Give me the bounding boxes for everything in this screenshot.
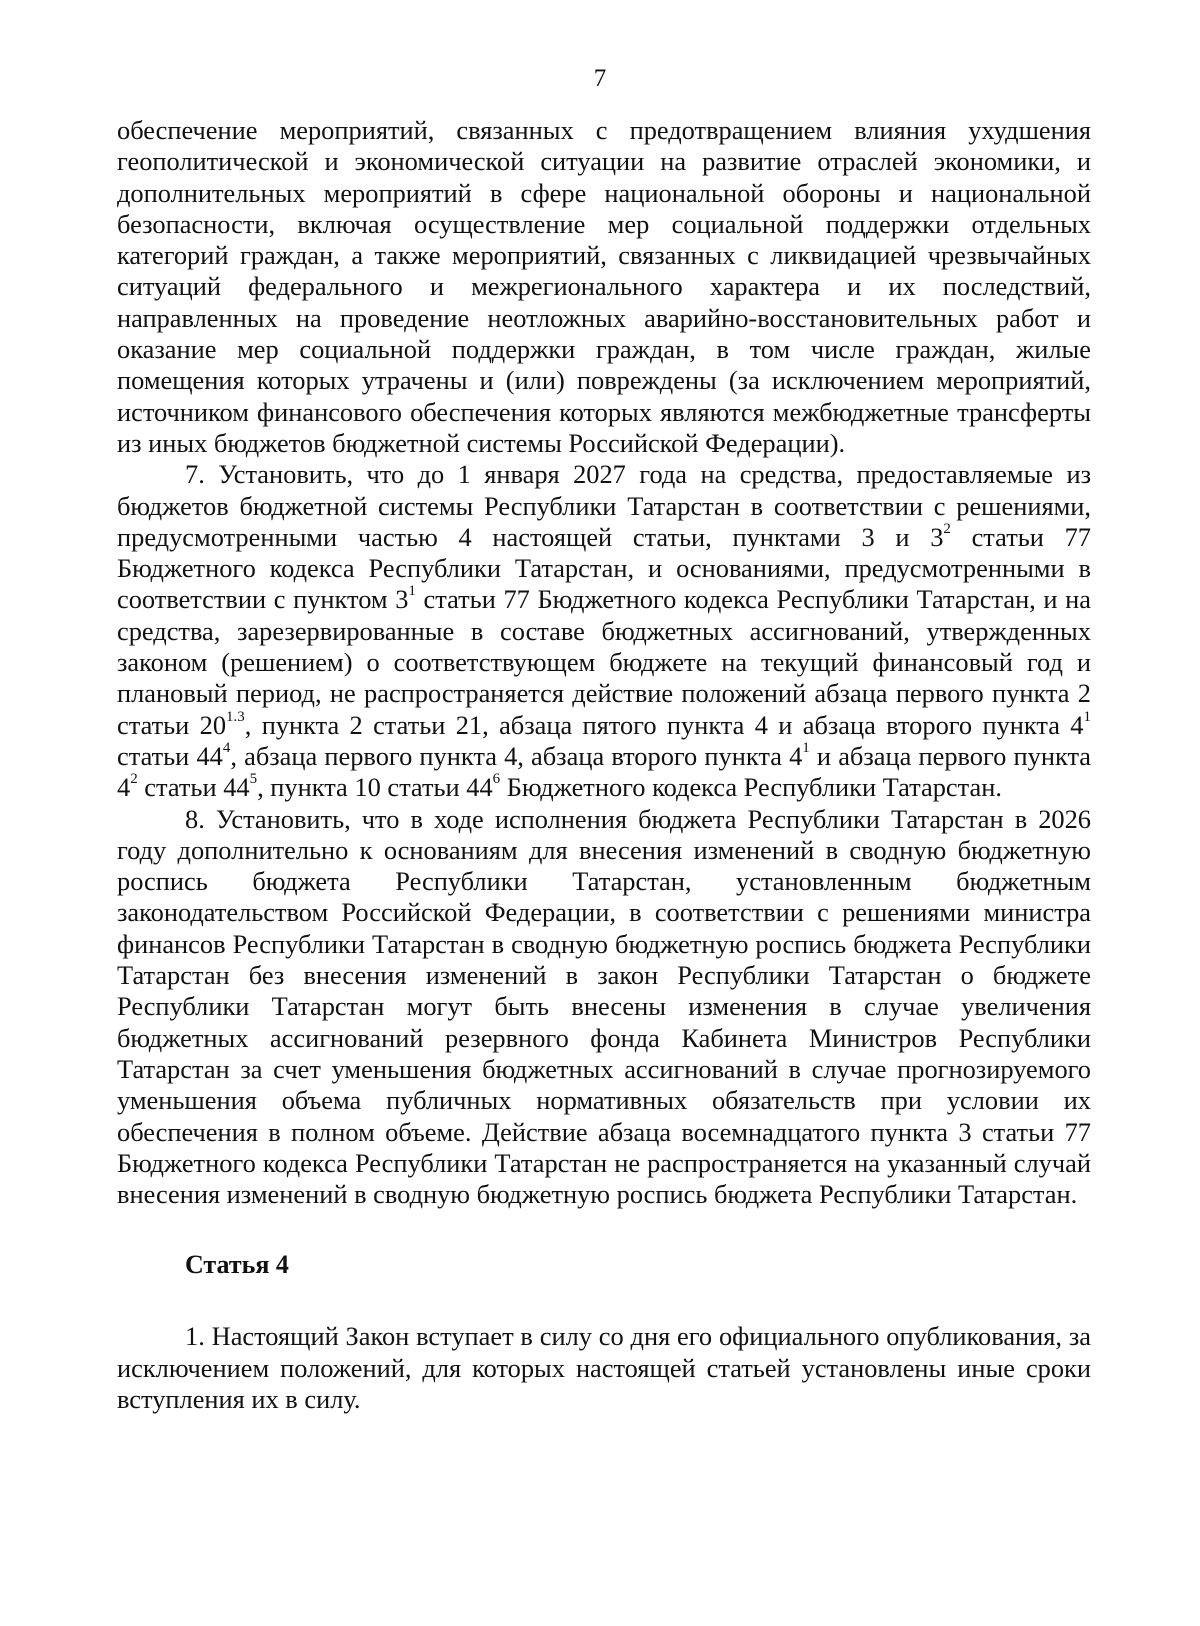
page-number: 7 — [593, 65, 607, 92]
text-run: статьи 44 — [117, 740, 223, 771]
superscript: 1 — [802, 739, 810, 756]
superscript: 2 — [130, 771, 138, 788]
text-run: статьи 44 — [137, 772, 250, 803]
superscript: 6 — [492, 771, 501, 788]
text-run: статьи 77 Бюджетного кодекса Республики Татарстан, и основаниями, предусмотренными в соответствии с пунктом 3 — [117, 521, 1091, 615]
superscript: 5 — [249, 771, 258, 788]
text-run: , пункта 2 статьи 21, абзаца пятого пункта 4 и абзаца второго пункта 4 — [244, 709, 1084, 740]
text-run: 7. Установить, что до 1 января 2027 года на средства, предоставляемые из бюджетов бюджетной системы Республики Татарстан в соответствии с решениями, предусмотренными частью 4 настоящей статьи, пунктами 3 и 3 — [117, 459, 1091, 552]
superscript: 1 — [408, 583, 416, 600]
paragraph-item-8: 8. Установить, что в ходе исполнения бюджета Республики Татарстан в 2026 году дополнительно к основаниям для внесения изменений в сводную бюджетную роспись бюджета Республики Татарстан, установленным бюджетным законодательством Российской Федерации, в соответствии с решениями министра финансов Республики Татарстан в сводную бюджетную роспись бюджета Республики Татарстан без внесения изменений в закон Республики Татарстан о бюджете Республики Татарстан могут быть внесены изменения в случае увеличения бюджетных ассигнований резервного фонда Кабинета Министров Республики Татарстан за счет уменьшения бюджетных ассигнований в случае прогнозируемого уменьшения объема публичных нормативных обязательств при условии их обеспечения в полном объеме. Действие абзаца восемнадцатого пункта 3 статьи 77 Бюджетного кодекса Республики Татарстан не распространяется на указанный случай внесения изменений в сводную бюджетную роспись бюджета Республики Татарстан. — [117, 803, 1091, 1210]
superscript: 1.3 — [226, 708, 245, 725]
text-run: статьи 77 Бюджетного кодекса Республики Татарстан, и на средства, зарезервированные в составе бюджетных ассигнований, утвержденных законом (решением) о соответствующем бюджете на текущий финансовый год и плановый период, не распространяется действие положений абзаца первого пункта 2 статьи 20 — [117, 584, 1092, 740]
text-run: и абзаца первого пункта 4 — [117, 740, 1092, 803]
paragraph-continuation: обеспечение мероприятий, связанных с предотвращением влияния ухудшения геополитической и экономической ситуации на развитие отраслей экономики, и дополнительных мероприятий в сфере национальной обороны и национальной безопасности, включая осуществление мер социальной поддержки отдельных категорий граждан, а также мероприятий, связанных с ликвидацией чрезвычайных ситуаций федерального и межрегионального характера и их последствий, направленных на проведение неотложных аварийно-восстановительных работ и оказание мер социальной поддержки граждан, в том числе граждан, жилые помещения которых утрачены и (или) повреждены (за исключением мероприятий, источником финансового обеспечения которых являются межбюджетные трансферты из иных бюджетов бюджетной системы Российской Федерации). — [117, 115, 1091, 458]
text-run: , абзаца первого пункта 4, абзаца второго пункта 4 — [230, 740, 803, 771]
paragraph-article4-item-1: 1. Настоящий Закон вступает в силу со дня его официального опубликования, за исключением положений, для которых настоящей статьей установлены иные сроки вступления их в силу. — [117, 1321, 1091, 1414]
paragraph-item-7 — [117, 459, 1091, 803]
document-body — [117, 115, 1091, 1415]
superscript: 4 — [222, 739, 231, 756]
article-heading: Статья 4 — [185, 1250, 289, 1280]
superscript: 2 — [943, 520, 951, 537]
superscript: 1 — [1083, 708, 1091, 725]
text-run: , пункта 10 статьи 44 — [257, 772, 493, 803]
text-run: Бюджетного кодекса Республики Татарстан. — [500, 772, 1002, 803]
